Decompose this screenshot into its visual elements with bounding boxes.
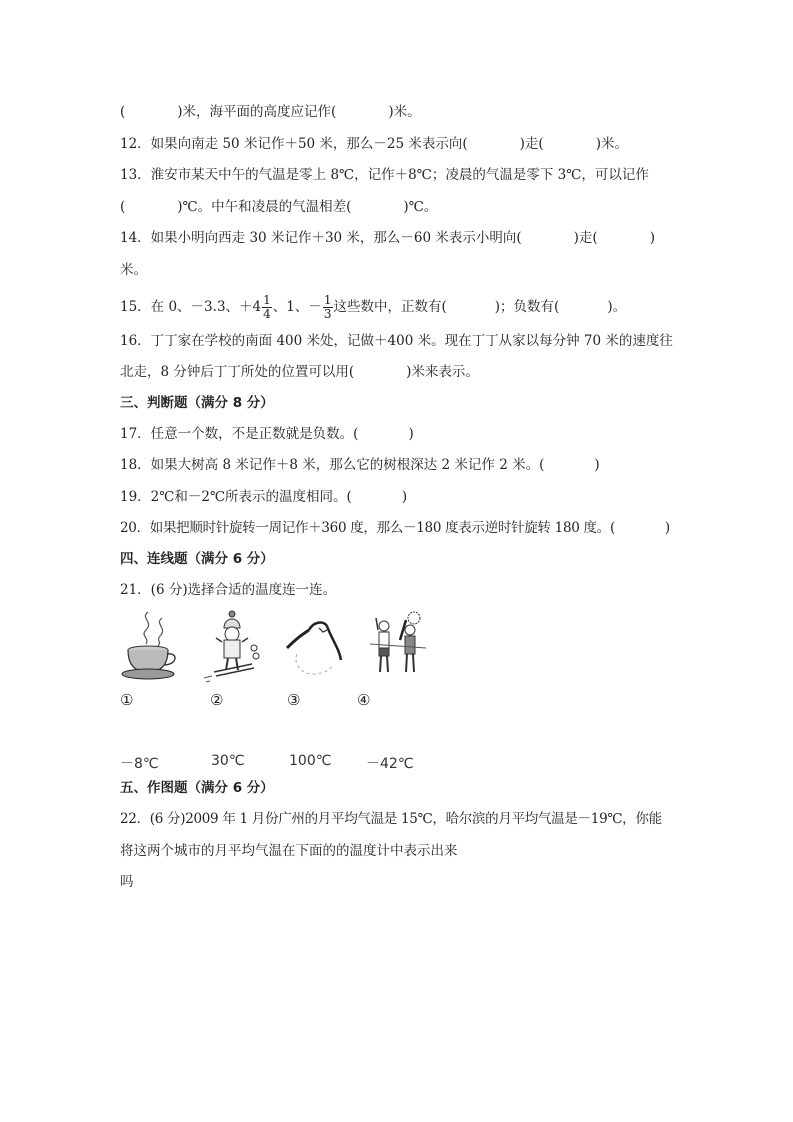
text: )	[408, 426, 414, 442]
temperature-option[interactable]: 100℃	[289, 753, 332, 769]
question-22-line2: 将这两个城市的月平均气温在下面的的温度计中表示出来	[120, 843, 458, 859]
text: (	[120, 104, 126, 120]
text: )	[664, 520, 670, 536]
picture-label-2: ②	[210, 691, 224, 709]
fraction-one-quarter	[262, 294, 272, 321]
text: )走(	[519, 136, 544, 152]
text: 17．任意一个数，不是正数就是负数。(	[120, 426, 359, 442]
question-22-line3: 吗	[120, 874, 134, 890]
child-skiing-icon	[200, 608, 264, 684]
text: (	[120, 199, 126, 215]
numerator: 1	[323, 293, 332, 307]
picture-label-3: ③	[287, 691, 301, 709]
section-3-heading: 三、判断题（满分 8 分）	[120, 395, 274, 411]
text: 北走，8 分钟后丁丁所处的位置可以用(	[120, 364, 355, 380]
question-16-line1: 16．丁丁家在学校的南面 400 米处，记做＋400 米。现在丁丁从家以每分钟 70 米的速度往	[120, 333, 673, 349]
text: )℃。中午和凌晨的气温相差(	[177, 199, 352, 215]
question-13-line2	[120, 197, 437, 217]
picture-label-4: ④	[357, 691, 371, 709]
question-22-line1: 22．(6 分)2009 年 1 月份广州的月平均气温是 15℃，哈尔滨的月平均气温是－19℃，你能	[120, 811, 662, 827]
temperature-option[interactable]: 30℃	[211, 753, 245, 769]
text: )米。	[388, 104, 421, 120]
question-19	[120, 487, 407, 507]
text: )℃。	[403, 199, 438, 215]
text: )走(	[573, 230, 598, 246]
text: )米，海平面的高度应记作(	[177, 104, 337, 120]
question-14-line2: 米。	[120, 262, 147, 278]
text: 18．如果大树高 8 米记作＋8 米，那么它的树根深达 2 米记作 2 米。(	[120, 457, 545, 473]
question-21: 21．(6 分)选择合适的温度连一连。	[120, 582, 337, 598]
text: )米。	[595, 136, 628, 152]
hot-tea-cup-icon	[118, 608, 182, 684]
section-4-heading: 四、连线题（满分 6 分）	[120, 551, 274, 567]
question-20	[120, 518, 670, 538]
text: 14．如果小明向西走 30 米记作＋30 米，那么－60 米表示小明向(	[120, 230, 522, 246]
text: 19．2℃和－2℃所表示的温度相同。(	[120, 489, 352, 505]
question-13-line1: 13．淮安市某天中午的气温是零上 8℃，记作＋8℃；凌晨的气温是零下 3℃，可以记作	[120, 167, 649, 183]
text: )	[594, 457, 600, 473]
question-14	[120, 228, 655, 248]
picture-label-1: ①	[120, 691, 134, 709]
text: 20．如果把顺时针旋转一周记作＋360 度，那么－180 度表示逆时针旋转 180 度。(	[120, 520, 615, 536]
section-5-heading: 五、作图题（满分 6 分）	[120, 780, 274, 796]
temperature-option[interactable]: －42℃	[366, 756, 414, 772]
question-15	[120, 292, 626, 322]
fraction-one-third	[323, 294, 333, 321]
question-18	[120, 455, 600, 475]
q11-continuation	[120, 102, 421, 122]
text: )	[649, 230, 655, 246]
text: 这些数中，正数有(	[333, 299, 447, 315]
text: )；负数有(	[494, 299, 560, 315]
text: 15．在 0、－3.3、＋4	[120, 299, 262, 315]
penguin-icon	[283, 608, 347, 684]
question-12	[120, 134, 628, 154]
text: )	[401, 489, 408, 505]
text: )米来表示。	[406, 364, 479, 380]
children-summer-icon	[366, 608, 430, 684]
question-17	[120, 424, 414, 444]
denominator: 3	[323, 307, 332, 321]
numerator: 1	[263, 293, 271, 307]
text: )。	[607, 299, 627, 315]
question-16-line2	[120, 362, 479, 382]
denominator: 4	[263, 307, 271, 321]
text: 12．如果向南走 50 米记作＋50 米，那么－25 米表示向(	[120, 136, 468, 152]
temperature-option[interactable]: －8℃	[120, 756, 159, 772]
text: 、1、－	[272, 299, 322, 315]
